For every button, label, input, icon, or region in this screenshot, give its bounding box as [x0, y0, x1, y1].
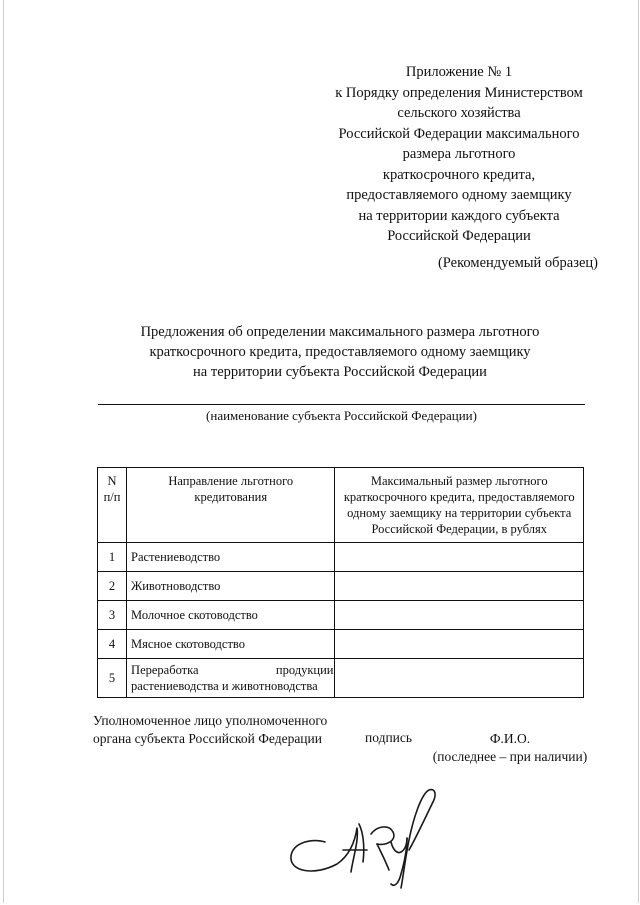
subject-name-caption: (наименование субъекта Российской Федерации) — [206, 408, 477, 423]
row-value[interactable] — [335, 630, 584, 659]
row-value[interactable] — [335, 543, 584, 572]
fio-line: Ф.И.О. — [489, 731, 531, 746]
header-num-line: N — [107, 474, 117, 488]
appendix-line: сельского хозяйства — [397, 105, 521, 121]
table-row — [98, 543, 584, 572]
header-direction-line: кредитования — [194, 490, 268, 504]
table-row — [98, 630, 584, 659]
appendix-line: к Порядку определения Министерством — [335, 84, 583, 101]
title-line: краткосрочного кредита, предоставляемого одному заемщику — [149, 344, 531, 360]
credit-table — [97, 467, 584, 698]
title-line: на территории субъекта Российской Федерации — [193, 364, 487, 380]
header-num-line: п/п — [103, 490, 121, 504]
appendix-line: Российской Федерации максимального — [338, 125, 580, 142]
appendix-line: Российской Федерации — [387, 228, 531, 244]
document-title — [100, 322, 580, 382]
row-direction: Молочное скотоводство — [127, 601, 335, 630]
table-header-row — [98, 468, 584, 543]
row-num: 3 — [98, 601, 127, 630]
table-row — [98, 601, 584, 630]
header-max-size-line: Максимальный размер льготного — [370, 474, 548, 488]
row-direction: Мясное скотоводство — [127, 630, 335, 659]
appendix-line: краткосрочного кредита, — [382, 166, 536, 183]
header-direction-line: Направление льготного — [168, 474, 294, 488]
fio-label — [420, 730, 600, 766]
appendix-heading — [300, 62, 618, 247]
row-direction: Животноводство — [127, 572, 335, 601]
subject-name-line — [98, 404, 585, 405]
authorized-person-label — [93, 712, 327, 748]
appendix-line: Приложение № 1 — [405, 64, 513, 80]
signature-label: подпись — [365, 730, 413, 745]
sample-note: (Рекомендуемый образец) — [437, 255, 598, 271]
appendix-line: предоставляемого одному заемщику — [346, 187, 572, 203]
fio-line: (последнее – при наличии) — [432, 749, 588, 764]
header-max-size-line: одному заемщику на территории субъекта — [347, 506, 572, 520]
title-line: Предложения об определении максимального размера льготного — [140, 324, 540, 340]
authorized-person-line: органа субъекта Российской Федерации — [93, 731, 322, 746]
appendix-line: размера льготного — [402, 146, 516, 162]
row-value[interactable] — [335, 572, 584, 601]
row-num: 5 — [98, 659, 127, 698]
appendix-line: на территории каждого субъекта — [358, 207, 560, 224]
row-value[interactable] — [335, 659, 584, 698]
row-num: 2 — [98, 572, 127, 601]
header-max-size-line: Российской Федерации, в рублях — [371, 522, 547, 536]
handwritten-signature — [285, 780, 445, 895]
header-direction — [127, 468, 335, 543]
row-direction — [127, 659, 335, 698]
header-num — [98, 468, 127, 543]
table-row — [98, 659, 584, 698]
row-direction-text: Переработка продукции растениеводства и животноводства — [131, 663, 334, 693]
authorized-person-line: Уполномоченное лицо уполномоченного — [93, 713, 328, 728]
row-num: 4 — [98, 630, 127, 659]
header-max-size-line: краткосрочного кредита, предоставляемого — [343, 490, 575, 504]
header-max-size — [335, 468, 584, 543]
row-value[interactable] — [335, 601, 584, 630]
row-num: 1 — [98, 543, 127, 572]
row-direction: Растениеводство — [127, 543, 335, 572]
table-row — [98, 572, 584, 601]
